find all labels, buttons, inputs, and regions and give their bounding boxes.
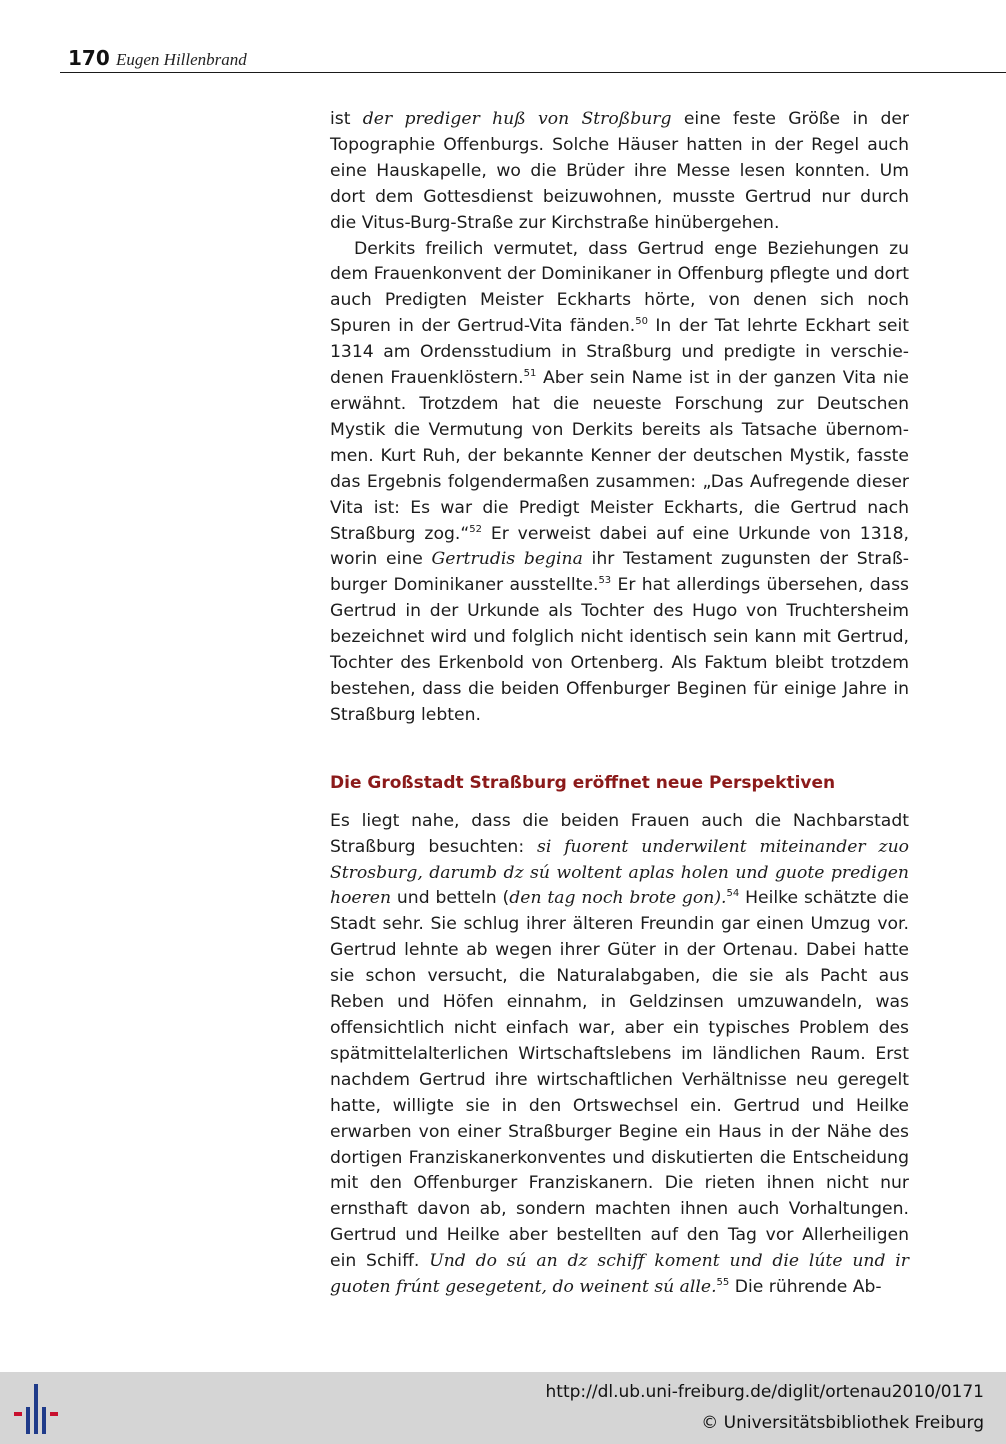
italic-quote: Gertrudis begina	[431, 549, 583, 570]
footnote-marker: 55	[716, 1277, 730, 1289]
footnote-marker: 52	[469, 523, 482, 535]
text-run: ist	[330, 109, 363, 129]
text-run: Er verweist dabei auf eine Urkunde von 1318, worin eine	[330, 523, 909, 570]
footnote-marker: 54	[726, 888, 740, 900]
italic-quote: si fuorent underwilent miteinander zuo Strosburg, darumb dz sú woltent aplas holen und guote predigen hoeren	[330, 836, 909, 909]
text-run: ihr Testament zugunsten der Straßburger Dominikaner ausstellte.	[330, 549, 909, 596]
text-run: Er hat allerdings übersehen, dass Gertrud in der Urkunde als Tochter des Hugo von Truchtersheim bezeichnet wird und folglich nicht identisch sein kann mit Gertrud, Tochter des Erkenbold von Ortenberg. Als Faktum bleibt trotzdem bestehen, dass die beiden Offenburger Beginen für einige Jahre in Straßburg lebten.	[330, 575, 909, 725]
section-heading: Die Großstadt Straßburg eröffnet neue Perspektiven	[330, 772, 836, 793]
page-number: 170	[68, 46, 110, 70]
footer-bar	[0, 1372, 1006, 1444]
paragraph-3	[330, 809, 909, 1301]
paragraph-2	[330, 237, 909, 729]
text-run: Derkits freilich vermutet, dass Gertrud enge Beziehungen zu dem Frauenkonvent der Dominikaner in Offenburg pflegte und dort auch Predigten Meister Eckharts hörte, von denen sich noch Spuren in der Gertrud-Vita fänden.	[330, 238, 909, 337]
article-body	[330, 107, 909, 1301]
paragraph-1	[330, 107, 909, 237]
text-run: Es liegt nahe, dass die beiden Frauen auch die Nachbarstadt Straßburg besuchten:	[330, 810, 909, 857]
copyright-notice: © Universitätsbibliothek Freiburg	[701, 1413, 984, 1433]
text-run: und betteln (	[391, 888, 510, 909]
footnote-marker: 53	[598, 575, 612, 587]
running-head	[60, 46, 1006, 73]
italic-quote: Und do sú an dz schiff koment und die lúte und ir guoten frúnt gesegetent, do weinent sú alle.	[330, 1251, 909, 1298]
footnote-marker: 51	[523, 368, 537, 380]
italic-quote: der prediger huß von Stroßburg	[362, 109, 672, 129]
text-run: eine feste Größe in der Topographie Offenburgs. Solche Häuser hatten in der Regel auch eine Hauskapelle, wo die Brüder ihre Messe lesen konnten. Um dort dem Gottesdienst beizuwohnen, musste Gertrud nur durch die Vitus-Burg-Straße zur Kirchstraße hinübergehen.	[330, 109, 909, 233]
italic-quote: den tag noch brote gon).	[509, 888, 727, 909]
ub-freiburg-logo-icon	[14, 1384, 62, 1434]
text-run: Heilke schätzte die Stadt sehr. Sie schlug ihrer älteren Freundin gar einen Umzug vor. Gertrud lehnte ab wegen ihrer Güter in der Ortenau. Dabei hatte sie schon versucht, die Naturalabgaben, die sie als Pacht aus Reben und Höfen einnahm, in Geldzinsen umzuwandeln, was offensichtlich nicht einfach war, aber ein typisches Problem des spätmittelalterlichen Wirtschaftslebens im ländlichen Raum. Erst nachdem Gertrud ihre wirtschaftlichen Verhältnisse neu geregelt hatte, willigte sie in den Ortswechsel ein. Gertrud und Heilke erwarben von einer Straßburger Begine ein Haus in der Nähe des dortigen Franziskanerkonventes und diskutierten die Entscheidung mit den Offenburger Franziskanern. Die rieten ihnen nicht nur ernsthaft davon ab, sondern machten ihnen auch Vorhaltungen. Gertrud und Heilke aber bestellten auf den Tag vor Allerheiligen ein Schiff.	[330, 888, 909, 1272]
text-run: Die rührende Ab-	[729, 1277, 882, 1298]
footnote-marker: 50	[635, 316, 648, 328]
text-run: Aber sein Name ist in der ganzen Vita nie erwähnt. Trotzdem hat die neueste Forschung zur Deutschen Mystik die Vermutung von Derkits bereits als Tatsache übernommen. Kurt Ruh, der bekannte Kenner der deutschen Mystik, fasste das Ergebnis folgendermaßen zusammen: „Das Aufregende dieser Vita ist: Es war die Predigt Meister Eckharts, die Gertrud nach Straßburg zog.“	[330, 368, 909, 544]
source-url-link[interactable]: http://dl.ub.uni-freiburg.de/diglit/ortenau2010/0171	[545, 1382, 984, 1402]
running-head-author: Eugen Hillenbrand	[116, 50, 247, 69]
text-run: In der Tat lehrte Eckhart seit 1314 am Ordensstudium in Straßburg und predigte in verschiedenen Frauenklöstern.	[330, 316, 909, 389]
